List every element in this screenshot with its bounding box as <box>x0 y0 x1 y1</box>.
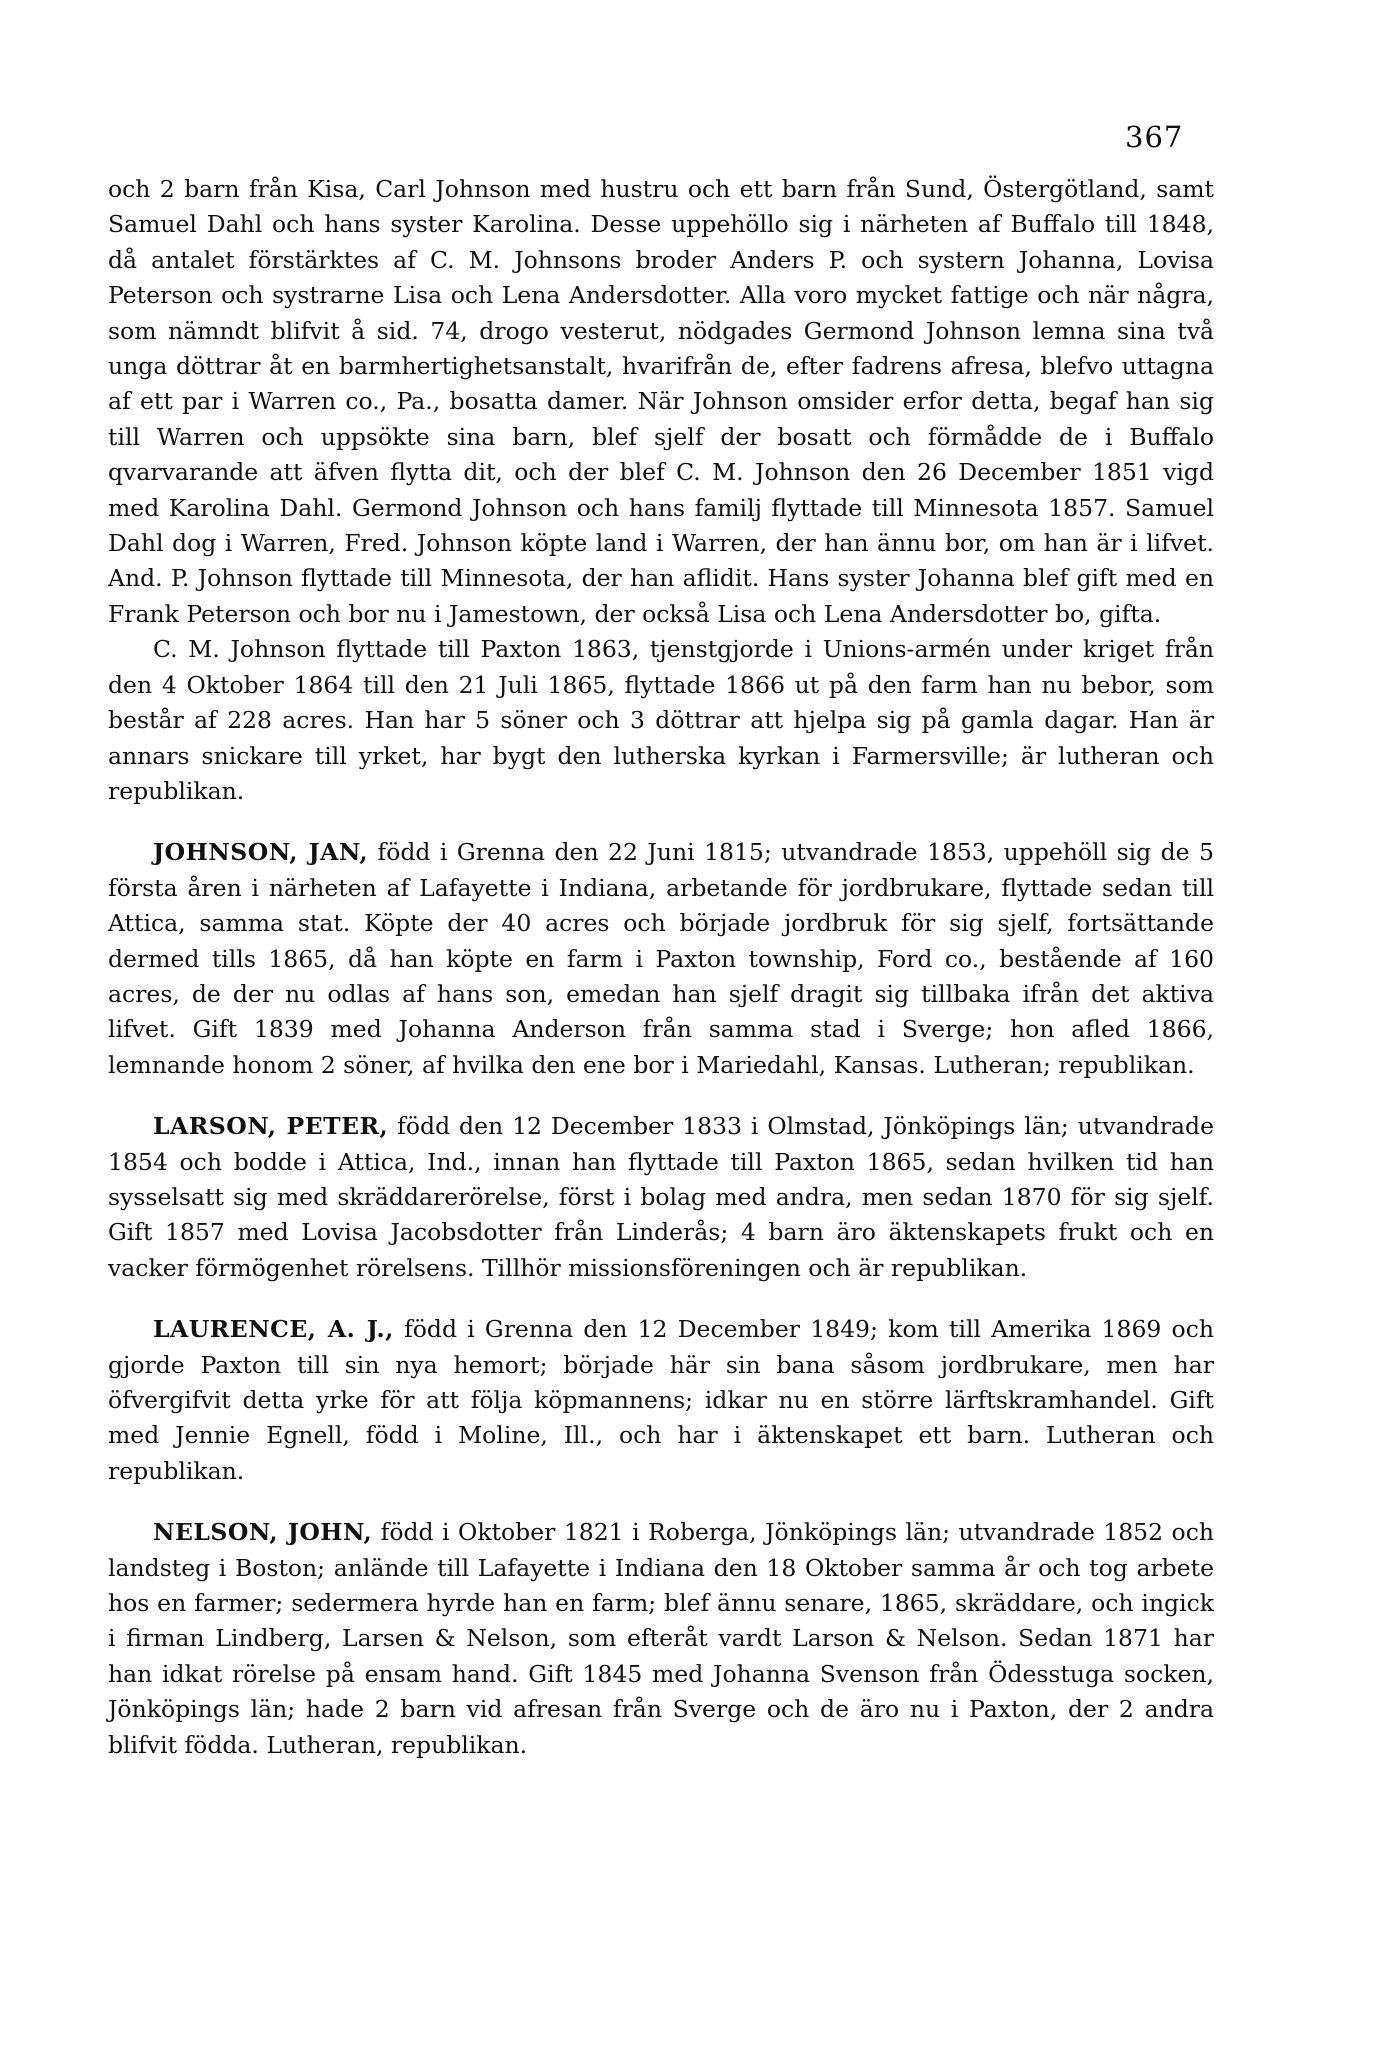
biography-entry <box>108 835 1214 1083</box>
biography-entry <box>108 1515 1214 1763</box>
entry-name: JOHNSON, JAN, <box>153 838 369 867</box>
biography-entry <box>108 1109 1214 1286</box>
body-paragraph: och 2 barn från Kisa, Carl Johnson med hustru och ett barn från Sund, Östergötland, samt Samuel Dahl och hans syster Karolina. Desse uppehöllo sig i närheten af Buffalo till 1848, då antalet förstärktes af C. M. Johnsons broder Anders P. och systern Johanna, Lovisa Peterson och systrarne Lisa och Lena Andersdotter. Alla voro mycket fattige och när några, som nämndt blifvit å sid. 74, drogo vesterut, nödgades Germond Johnson lemna sina två unga döttrar åt en barmhertighetsanstalt, hvarifrån de, efter fadrens afresa, blefvo uttagna af ett par i Warren co., Pa., bosatta damer. När Johnson omsider erfor detta, begaf han sig till Warren och uppsökte sina barn, blef sjelf der bosatt och förmådde de i Buffalo qvarvarande att äfven flytta dit, och der blef C. M. Johnson den 26 December 1851 vigd med Karolina Dahl. Germond Johnson och hans familj flyttade till Minnesota 1857. Samuel Dahl dog i Warren, Fred. Johnson köpte land i Warren, der han ännu bor, om han är i lifvet. And. P. Johnson flyttade till Minnesota, der han aflidit. Hans syster Johanna blef gift med en Frank Peterson och bor nu i Jamestown, der också Lisa och Lena Andersdotter bo, gifta. <box>108 175 1214 628</box>
body-paragraph: C. M. Johnson flyttade till Paxton 1863, tjenstgjorde i Unions-armén under kriget från den 4 Oktober 1864 till den 21 Juli 1865, flyttade 1866 ut på den farm han nu bebor, som består af 228 acres. Han har 5 söner och 3 döttrar att hjelpa sig på gamla dagar. Han är annars snickare till yrket, har bygt den lutherska kyrkan i Farmersville; är lutheran och republikan. <box>108 635 1214 805</box>
page-body <box>108 172 1214 1763</box>
entry-name: NELSON, JOHN, <box>153 1518 373 1547</box>
entry-text: född den 12 December 1833 i Olmstad, Jönköpings län; utvandrade 1854 och bodde i Attica, Ind., innan han flyttade till Paxton 1865, sedan hvilken tid han sysselsatt sig med skräddarerörelse, först i bolag med andra, men sedan 1870 för sig sjelf. Gift 1857 med Lovisa Jacobsdotter från Linderås; 4 barn äro äktenskapets frukt och en vacker förmögenhet rörelsens. Tillhör missionsföreningen och är republikan. <box>108 1112 1214 1282</box>
entry-text: född i Oktober 1821 i Roberga, Jönköpings län; utvandrade 1852 och landsteg i Boston; anlände till Lafayette i Indiana den 18 Oktober samma år och tog arbete hos en farmer; sedermera hyrde han en farm; blef ännu senare, 1865, skräddare, och ingick i firman Lindberg, Larsen & Nelson, som efteråt vardt Larson & Nelson. Sedan 1871 har han idkat rörelse på ensam hand. Gift 1845 med Johanna Svenson från Ödesstuga socken, Jönköpings län; hade 2 barn vid afresan från Sverge och de äro nu i Paxton, der 2 andra blifvit födda. Lutheran, republikan. <box>108 1518 1214 1759</box>
biography-entry <box>108 1312 1214 1489</box>
entry-text: född i Grenna den 12 December 1849; kom till Amerika 1869 och gjorde Paxton till sin nya hemort; började här sin bana såsom jordbrukare, men har öfvergifvit detta yrke för att följa köpmannens; idkar nu en större lärftskramhandel. Gift med Jennie Egnell, född i Moline, Ill., och har i äktenskapet ett barn. Lutheran och republikan. <box>108 1315 1215 1485</box>
page-number: 367 <box>1125 120 1184 154</box>
entry-text: född i Grenna den 22 Juni 1815; utvandrade 1853, uppehöll sig de 5 första åren i närheten af Lafayette i Indiana, arbetande för jordbrukare, flyttade sedan till Attica, samma stat. Köpte der 40 acres och började jordbruk för sig sjelf, fortsättande dermed tills 1865, då han köpte en farm i Paxton township, Ford co., bestående af 160 acres, de der nu odlas af hans son, emedan han sjelf dragit sig tillbaka ifrån det aktiva lifvet. Gift 1839 med Johanna Anderson från samma stad i Sverge; hon afled 1866, lemnande honom 2 söner, af hvilka den ene bor i Mariedahl, Kansas. Lutheran; republikan. <box>108 838 1214 1079</box>
entry-name: LAURENCE, A. J., <box>153 1315 394 1344</box>
entry-name: LARSON, PETER, <box>153 1112 389 1141</box>
